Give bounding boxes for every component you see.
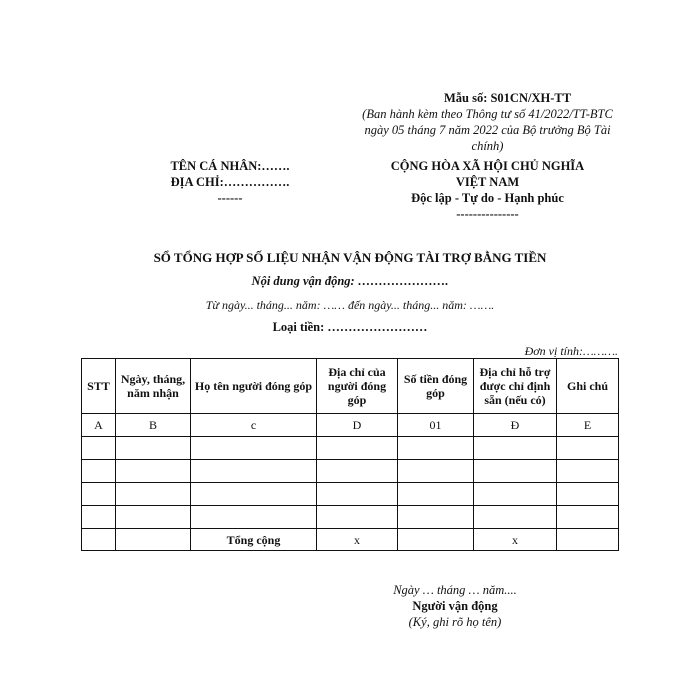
header-notes: Ghi chú (557, 359, 619, 414)
signature-instruction: (Ký, ghi rõ họ tên) (408, 615, 502, 629)
table-cell[interactable] (317, 506, 398, 529)
campaign-content: Nội dung vận động: …………………. (251, 274, 449, 288)
total-row (82, 529, 619, 551)
column-label: 01 (398, 414, 474, 437)
total-cell (398, 529, 474, 551)
table-cell[interactable] (82, 460, 116, 483)
table-cell[interactable] (557, 437, 619, 460)
table-cell[interactable] (82, 437, 116, 460)
table-cell[interactable] (398, 460, 474, 483)
table-cell[interactable] (317, 483, 398, 506)
table-cell[interactable] (474, 460, 557, 483)
personal-address-label: ĐỊA CHỈ:……………. (170, 175, 290, 189)
personal-name-label: TÊN CÁ NHÂN:……. (170, 159, 290, 173)
table-cell[interactable] (557, 460, 619, 483)
header-date: Ngày, tháng, năm nhận (116, 359, 191, 414)
document-title: SỔ TỔNG HỢP SỐ LIỆU NHẬN VẬN ĐỘNG TÀI TRỢ BẰNG TIỀN (153, 250, 547, 265)
signature-block (360, 582, 550, 630)
table-cell[interactable] (116, 460, 191, 483)
column-label: c (191, 414, 317, 437)
header-support-address: Địa chỉ hỗ trợ được chỉ định sẵn (nếu có) (474, 359, 557, 414)
table-cell[interactable] (398, 506, 474, 529)
table-cell[interactable] (191, 460, 317, 483)
header-contributor-address: Địa chỉ của người đóng góp (317, 359, 398, 414)
nation-header-block (360, 158, 615, 222)
total-cell (116, 529, 191, 551)
currency-type: Loại tiền: …………………… (272, 320, 428, 334)
total-cell (82, 529, 116, 551)
column-label: Đ (474, 414, 557, 437)
column-label: B (116, 414, 191, 437)
column-label: A (82, 414, 116, 437)
table-cell[interactable] (557, 483, 619, 506)
table-cell[interactable] (116, 437, 191, 460)
nation-motto: Độc lập - Tự do - Hạnh phúc (411, 191, 564, 205)
table-cell[interactable] (116, 483, 191, 506)
ledger-table (81, 358, 619, 551)
table-cell[interactable] (398, 437, 474, 460)
table-row (82, 437, 619, 460)
total-cell (557, 529, 619, 551)
column-label: D (317, 414, 398, 437)
table-cell[interactable] (317, 437, 398, 460)
table-header-row (82, 359, 619, 414)
column-label-row (82, 414, 619, 437)
total-cell: x (317, 529, 398, 551)
table-cell[interactable] (474, 483, 557, 506)
personal-info-block (115, 158, 345, 206)
table-cell[interactable] (82, 506, 116, 529)
header-contributor-name: Họ tên người đóng góp (191, 359, 317, 414)
table-cell[interactable] (116, 506, 191, 529)
signature-role: Người vận động (412, 599, 498, 613)
table-row (82, 483, 619, 506)
nation-line-2: VIỆT NAM (455, 175, 520, 189)
table-cell[interactable] (191, 483, 317, 506)
period-line: Từ ngày... tháng... năm: …… đến ngày... tháng... năm: ……. (205, 298, 495, 312)
column-label: E (557, 414, 619, 437)
table-cell[interactable] (317, 460, 398, 483)
unit-label: Đơn vị tính:………. (524, 344, 618, 358)
table-cell[interactable] (398, 483, 474, 506)
form-code-block (360, 90, 615, 154)
issued-note: (Ban hành kèm theo Thông tư số 41/2022/TT-BTC ngày 05 tháng 7 năm 2022 của Bộ trưởng Bộ Tài chính) (362, 107, 613, 153)
table-cell[interactable] (191, 506, 317, 529)
table-cell[interactable] (474, 506, 557, 529)
table-cell[interactable] (557, 506, 619, 529)
nation-divider: --------------- (456, 207, 519, 221)
table-cell[interactable] (82, 483, 116, 506)
form-code: Mẫu số: S01CN/XH-TT (443, 91, 572, 105)
header-amount: Số tiền đóng góp (398, 359, 474, 414)
table-row (82, 460, 619, 483)
table-row (82, 506, 619, 529)
personal-divider: ------ (217, 191, 243, 205)
nation-line-1: CỘNG HÒA XÃ HỘI CHỦ NGHĨA (390, 159, 585, 173)
total-label: Tổng cộng (191, 529, 317, 551)
signature-date: Ngày … tháng … năm.... (393, 583, 517, 597)
header-stt: STT (82, 359, 116, 414)
table-cell[interactable] (474, 437, 557, 460)
table-cell[interactable] (191, 437, 317, 460)
total-cell: x (474, 529, 557, 551)
